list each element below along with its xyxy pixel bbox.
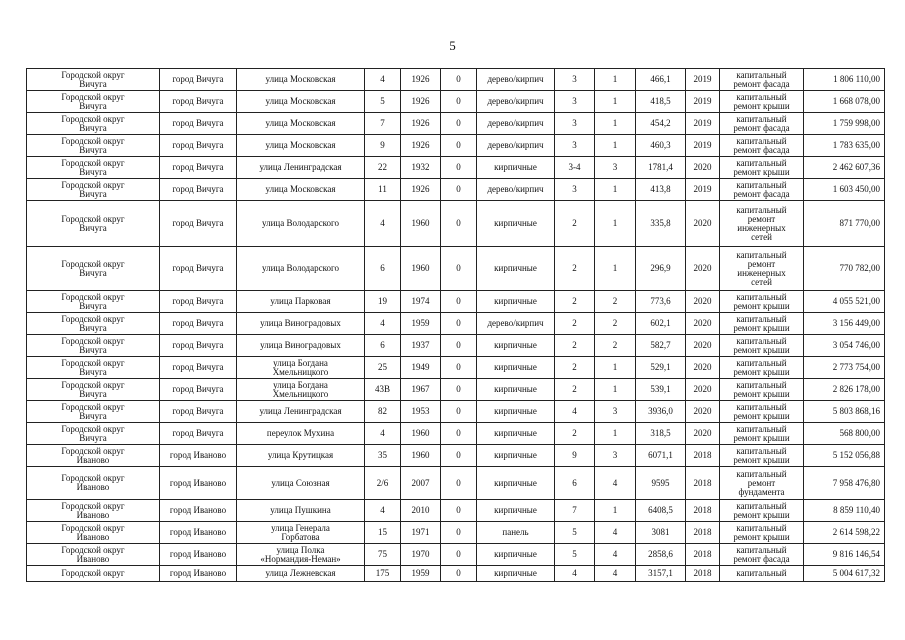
area-cell: 773,6 (636, 291, 686, 313)
plan-year-cell: 2020 (686, 401, 720, 423)
house-number-cell: 2/6 (365, 467, 401, 500)
municipality-cell: Городской округ Иваново (27, 500, 160, 522)
work-type-cell: капитальный ремонт инженерных сетей (720, 247, 804, 291)
municipality-cell: Городской округ Вичуга (27, 379, 160, 401)
zero-value-cell: 0 (441, 357, 477, 379)
work-type-cell: капитальный ремонт крыши (720, 357, 804, 379)
table-row (27, 522, 885, 544)
floors-cell: 5 (555, 544, 595, 566)
house-number-cell: 6 (365, 335, 401, 357)
plan-year-cell: 2020 (686, 313, 720, 335)
entrances-cell: 3 (595, 401, 636, 423)
settlement-cell: город Вичуга (160, 157, 237, 179)
settlement-cell: город Вичуга (160, 335, 237, 357)
floors-cell: 5 (555, 522, 595, 544)
floors-cell: 6 (555, 467, 595, 500)
settlement-cell: город Вичуга (160, 313, 237, 335)
build-year-cell: 1960 (401, 201, 441, 247)
build-year-cell: 1970 (401, 544, 441, 566)
table-row (27, 291, 885, 313)
street-cell: улица Ленинградская (237, 157, 365, 179)
entrances-cell: 1 (595, 500, 636, 522)
plan-year-cell: 2020 (686, 201, 720, 247)
table-row (27, 69, 885, 91)
settlement-cell: город Вичуга (160, 135, 237, 157)
table-row (27, 500, 885, 522)
wall-material-cell: кирпичные (477, 335, 555, 357)
entrances-cell: 1 (595, 423, 636, 445)
entrances-cell: 4 (595, 467, 636, 500)
floors-cell: 4 (555, 566, 595, 582)
table-row (27, 201, 885, 247)
street-cell: улица Союзная (237, 467, 365, 500)
cost-cell: 9 816 146,54 (804, 544, 885, 566)
build-year-cell: 1971 (401, 522, 441, 544)
area-cell: 335,8 (636, 201, 686, 247)
settlement-cell: город Вичуга (160, 69, 237, 91)
house-number-cell: 19 (365, 291, 401, 313)
work-type-cell: капитальный ремонт фасада (720, 135, 804, 157)
table-body (27, 69, 885, 582)
house-number-cell: 35 (365, 445, 401, 467)
zero-value-cell: 0 (441, 379, 477, 401)
wall-material-cell: кирпичные (477, 379, 555, 401)
work-type-cell: капитальный ремонт крыши (720, 313, 804, 335)
cost-cell: 7 958 476,80 (804, 467, 885, 500)
house-number-cell: 4 (365, 69, 401, 91)
settlement-cell: город Иваново (160, 566, 237, 582)
area-cell: 582,7 (636, 335, 686, 357)
build-year-cell: 1926 (401, 69, 441, 91)
table-row (27, 357, 885, 379)
house-number-cell: 11 (365, 179, 401, 201)
floors-cell: 3 (555, 113, 595, 135)
plan-year-cell: 2018 (686, 566, 720, 582)
street-cell: улица Московская (237, 69, 365, 91)
work-type-cell: капитальный ремонт крыши (720, 445, 804, 467)
settlement-cell: город Иваново (160, 544, 237, 566)
build-year-cell: 2007 (401, 467, 441, 500)
plan-year-cell: 2019 (686, 179, 720, 201)
municipality-cell: Городской округ Иваново (27, 522, 160, 544)
wall-material-cell: дерево/кирпич (477, 91, 555, 113)
floors-cell: 3 (555, 91, 595, 113)
municipality-cell: Городской округ Вичуга (27, 113, 160, 135)
street-cell: улица Лежневская (237, 566, 365, 582)
municipality-cell: Городской округ Иваново (27, 544, 160, 566)
floors-cell: 2 (555, 313, 595, 335)
municipality-cell: Городской округ Вичуга (27, 179, 160, 201)
plan-year-cell: 2020 (686, 157, 720, 179)
municipality-cell: Городской округ Иваново (27, 467, 160, 500)
entrances-cell: 2 (595, 313, 636, 335)
zero-value-cell: 0 (441, 113, 477, 135)
wall-material-cell: дерево/кирпич (477, 313, 555, 335)
build-year-cell: 2010 (401, 500, 441, 522)
entrances-cell: 2 (595, 335, 636, 357)
entrances-cell: 1 (595, 179, 636, 201)
work-type-cell: капитальный ремонт инженерных сетей (720, 201, 804, 247)
area-cell: 6408,5 (636, 500, 686, 522)
area-cell: 539,1 (636, 379, 686, 401)
entrances-cell: 1 (595, 135, 636, 157)
entrances-cell: 2 (595, 291, 636, 313)
build-year-cell: 1949 (401, 357, 441, 379)
wall-material-cell: кирпичные (477, 544, 555, 566)
wall-material-cell: кирпичные (477, 201, 555, 247)
street-cell: улица Ленинградская (237, 401, 365, 423)
build-year-cell: 1960 (401, 423, 441, 445)
table-row (27, 467, 885, 500)
municipality-cell: Городской округ Вичуга (27, 157, 160, 179)
zero-value-cell: 0 (441, 247, 477, 291)
cost-cell: 8 859 110,40 (804, 500, 885, 522)
cost-cell: 3 156 449,00 (804, 313, 885, 335)
settlement-cell: город Иваново (160, 522, 237, 544)
cost-cell: 568 800,00 (804, 423, 885, 445)
table-row (27, 247, 885, 291)
house-number-cell: 9 (365, 135, 401, 157)
build-year-cell: 1960 (401, 445, 441, 467)
table-row (27, 179, 885, 201)
build-year-cell: 1953 (401, 401, 441, 423)
zero-value-cell: 0 (441, 201, 477, 247)
cost-cell: 1 783 635,00 (804, 135, 885, 157)
floors-cell: 2 (555, 201, 595, 247)
work-type-cell: капитальный ремонт крыши (720, 91, 804, 113)
floors-cell: 2 (555, 357, 595, 379)
plan-year-cell: 2018 (686, 467, 720, 500)
zero-value-cell: 0 (441, 423, 477, 445)
settlement-cell: город Вичуга (160, 91, 237, 113)
housing-repair-table (26, 68, 885, 582)
floors-cell: 2 (555, 423, 595, 445)
settlement-cell: город Вичуга (160, 291, 237, 313)
work-type-cell: капитальный ремонт фасада (720, 113, 804, 135)
entrances-cell: 4 (595, 522, 636, 544)
street-cell: улица Московская (237, 135, 365, 157)
build-year-cell: 1926 (401, 135, 441, 157)
municipality-cell: Городской округ Вичуга (27, 423, 160, 445)
wall-material-cell: кирпичные (477, 247, 555, 291)
plan-year-cell: 2019 (686, 91, 720, 113)
settlement-cell: город Вичуга (160, 201, 237, 247)
cost-cell: 4 055 521,00 (804, 291, 885, 313)
zero-value-cell: 0 (441, 445, 477, 467)
house-number-cell: 175 (365, 566, 401, 582)
plan-year-cell: 2018 (686, 500, 720, 522)
municipality-cell: Городской округ Вичуга (27, 91, 160, 113)
plan-year-cell: 2018 (686, 544, 720, 566)
house-number-cell: 25 (365, 357, 401, 379)
settlement-cell: город Вичуга (160, 357, 237, 379)
cost-cell: 2 826 178,00 (804, 379, 885, 401)
floors-cell: 2 (555, 379, 595, 401)
floors-cell: 2 (555, 247, 595, 291)
area-cell: 296,9 (636, 247, 686, 291)
plan-year-cell: 2020 (686, 291, 720, 313)
page-number: 5 (449, 38, 456, 53)
cost-cell: 1 759 998,00 (804, 113, 885, 135)
area-cell: 6071,1 (636, 445, 686, 467)
settlement-cell: город Вичуга (160, 179, 237, 201)
house-number-cell: 43В (365, 379, 401, 401)
plan-year-cell: 2019 (686, 135, 720, 157)
floors-cell: 4 (555, 401, 595, 423)
cost-cell: 1 806 110,00 (804, 69, 885, 91)
house-number-cell: 82 (365, 401, 401, 423)
work-type-cell: капитальный ремонт фундамента (720, 467, 804, 500)
municipality-cell: Городской округ Вичуга (27, 135, 160, 157)
build-year-cell: 1926 (401, 91, 441, 113)
build-year-cell: 1926 (401, 113, 441, 135)
municipality-cell: Городской округ Иваново (27, 445, 160, 467)
municipality-cell: Городской округ Вичуга (27, 247, 160, 291)
zero-value-cell: 0 (441, 69, 477, 91)
work-type-cell: капитальный ремонт крыши (720, 401, 804, 423)
build-year-cell: 1959 (401, 566, 441, 582)
work-type-cell: капитальный ремонт крыши (720, 157, 804, 179)
table-row (27, 445, 885, 467)
area-cell: 460,3 (636, 135, 686, 157)
entrances-cell: 1 (595, 379, 636, 401)
entrances-cell: 1 (595, 247, 636, 291)
floors-cell: 3 (555, 69, 595, 91)
table-row (27, 113, 885, 135)
zero-value-cell: 0 (441, 522, 477, 544)
street-cell: улица Крутицкая (237, 445, 365, 467)
cost-cell: 2 773 754,00 (804, 357, 885, 379)
entrances-cell: 1 (595, 113, 636, 135)
plan-year-cell: 2020 (686, 379, 720, 401)
wall-material-cell: панель (477, 522, 555, 544)
plan-year-cell: 2018 (686, 445, 720, 467)
floors-cell: 2 (555, 335, 595, 357)
wall-material-cell: кирпичные (477, 566, 555, 582)
area-cell: 318,5 (636, 423, 686, 445)
street-cell: улица Московская (237, 113, 365, 135)
zero-value-cell: 0 (441, 401, 477, 423)
house-number-cell: 4 (365, 500, 401, 522)
wall-material-cell: дерево/кирпич (477, 135, 555, 157)
floors-cell: 3 (555, 179, 595, 201)
wall-material-cell: кирпичные (477, 445, 555, 467)
table-row (27, 91, 885, 113)
house-number-cell: 22 (365, 157, 401, 179)
entrances-cell: 1 (595, 201, 636, 247)
entrances-cell: 3 (595, 445, 636, 467)
municipality-cell: Городской округ Вичуга (27, 313, 160, 335)
zero-value-cell: 0 (441, 157, 477, 179)
municipality-cell: Городской округ Вичуга (27, 291, 160, 313)
house-number-cell: 6 (365, 247, 401, 291)
area-cell: 3157,1 (636, 566, 686, 582)
build-year-cell: 1926 (401, 179, 441, 201)
zero-value-cell: 0 (441, 566, 477, 582)
wall-material-cell: кирпичные (477, 401, 555, 423)
cost-cell: 871 770,00 (804, 201, 885, 247)
build-year-cell: 1959 (401, 313, 441, 335)
area-cell: 1781,4 (636, 157, 686, 179)
wall-material-cell: кирпичные (477, 157, 555, 179)
municipality-cell: Городской округ Вичуга (27, 201, 160, 247)
table-row (27, 544, 885, 566)
street-cell: улица Богдана Хмельницкого (237, 379, 365, 401)
table-row (27, 157, 885, 179)
table-row (27, 379, 885, 401)
zero-value-cell: 0 (441, 544, 477, 566)
table-row (27, 135, 885, 157)
settlement-cell: город Иваново (160, 500, 237, 522)
plan-year-cell: 2020 (686, 357, 720, 379)
settlement-cell: город Вичуга (160, 113, 237, 135)
zero-value-cell: 0 (441, 291, 477, 313)
municipality-cell: Городской округ Вичуга (27, 401, 160, 423)
cost-cell: 2 462 607,36 (804, 157, 885, 179)
house-number-cell: 4 (365, 423, 401, 445)
street-cell: улица Полка «Нормандия-Неман» (237, 544, 365, 566)
zero-value-cell: 0 (441, 135, 477, 157)
work-type-cell: капитальный ремонт фасада (720, 544, 804, 566)
build-year-cell: 1960 (401, 247, 441, 291)
area-cell: 454,2 (636, 113, 686, 135)
settlement-cell: город Вичуга (160, 423, 237, 445)
wall-material-cell: кирпичные (477, 500, 555, 522)
settlement-cell: город Иваново (160, 445, 237, 467)
zero-value-cell: 0 (441, 91, 477, 113)
wall-material-cell: кирпичные (477, 423, 555, 445)
wall-material-cell: кирпичные (477, 357, 555, 379)
build-year-cell: 1974 (401, 291, 441, 313)
street-cell: улица Володарского (237, 247, 365, 291)
plan-year-cell: 2019 (686, 69, 720, 91)
area-cell: 3081 (636, 522, 686, 544)
build-year-cell: 1967 (401, 379, 441, 401)
cost-cell: 1 603 450,00 (804, 179, 885, 201)
street-cell: улица Виноградовых (237, 313, 365, 335)
table-row (27, 335, 885, 357)
entrances-cell: 1 (595, 69, 636, 91)
wall-material-cell: дерево/кирпич (477, 69, 555, 91)
cost-cell: 5 803 868,16 (804, 401, 885, 423)
entrances-cell: 4 (595, 544, 636, 566)
cost-cell: 5 152 056,88 (804, 445, 885, 467)
cost-cell: 770 782,00 (804, 247, 885, 291)
floors-cell: 9 (555, 445, 595, 467)
area-cell: 2858,6 (636, 544, 686, 566)
street-cell: улица Богдана Хмельницкого (237, 357, 365, 379)
table-row (27, 423, 885, 445)
house-number-cell: 7 (365, 113, 401, 135)
entrances-cell: 1 (595, 91, 636, 113)
municipality-cell: Городской округ Вичуга (27, 69, 160, 91)
street-cell: улица Пушкина (237, 500, 365, 522)
plan-year-cell: 2020 (686, 335, 720, 357)
street-cell: улица Парковая (237, 291, 365, 313)
zero-value-cell: 0 (441, 500, 477, 522)
settlement-cell: город Вичуга (160, 401, 237, 423)
build-year-cell: 1932 (401, 157, 441, 179)
area-cell: 529,1 (636, 357, 686, 379)
cost-cell: 5 004 617,32 (804, 566, 885, 582)
street-cell: улица Виноградовых (237, 335, 365, 357)
floors-cell: 2 (555, 291, 595, 313)
table-row (27, 313, 885, 335)
street-cell: переулок Мухина (237, 423, 365, 445)
table-row (27, 566, 885, 582)
house-number-cell: 5 (365, 91, 401, 113)
work-type-cell: капитальный ремонт крыши (720, 291, 804, 313)
zero-value-cell: 0 (441, 335, 477, 357)
street-cell: улица Московская (237, 179, 365, 201)
area-cell: 3936,0 (636, 401, 686, 423)
plan-year-cell: 2020 (686, 423, 720, 445)
work-type-cell: капитальный ремонт фасада (720, 179, 804, 201)
floors-cell: 3 (555, 135, 595, 157)
floors-cell: 7 (555, 500, 595, 522)
cost-cell: 1 668 078,00 (804, 91, 885, 113)
build-year-cell: 1937 (401, 335, 441, 357)
area-cell: 418,5 (636, 91, 686, 113)
house-number-cell: 15 (365, 522, 401, 544)
street-cell: улица Володарского (237, 201, 365, 247)
street-cell: улица Московская (237, 91, 365, 113)
settlement-cell: город Вичуга (160, 247, 237, 291)
plan-year-cell: 2020 (686, 247, 720, 291)
house-number-cell: 4 (365, 313, 401, 335)
entrances-cell: 3 (595, 157, 636, 179)
zero-value-cell: 0 (441, 179, 477, 201)
municipality-cell: Городской округ Вичуга (27, 335, 160, 357)
work-type-cell: капитальный (720, 566, 804, 582)
plan-year-cell: 2018 (686, 522, 720, 544)
work-type-cell: капитальный ремонт крыши (720, 500, 804, 522)
plan-year-cell: 2019 (686, 113, 720, 135)
municipality-cell: Городской округ Вичуга (27, 357, 160, 379)
wall-material-cell: кирпичные (477, 467, 555, 500)
zero-value-cell: 0 (441, 313, 477, 335)
wall-material-cell: кирпичные (477, 291, 555, 313)
work-type-cell: капитальный ремонт крыши (720, 379, 804, 401)
settlement-cell: город Иваново (160, 467, 237, 500)
work-type-cell: капитальный ремонт крыши (720, 335, 804, 357)
cost-cell: 3 054 746,00 (804, 335, 885, 357)
work-type-cell: капитальный ремонт крыши (720, 522, 804, 544)
cost-cell: 2 614 598,22 (804, 522, 885, 544)
area-cell: 413,8 (636, 179, 686, 201)
area-cell: 602,1 (636, 313, 686, 335)
floors-cell: 3-4 (555, 157, 595, 179)
house-number-cell: 4 (365, 201, 401, 247)
settlement-cell: город Вичуга (160, 379, 237, 401)
house-number-cell: 75 (365, 544, 401, 566)
street-cell: улица Генерала Горбатова (237, 522, 365, 544)
area-cell: 466,1 (636, 69, 686, 91)
wall-material-cell: дерево/кирпич (477, 179, 555, 201)
area-cell: 9595 (636, 467, 686, 500)
entrances-cell: 1 (595, 357, 636, 379)
municipality-cell: Городской округ (27, 566, 160, 582)
wall-material-cell: дерево/кирпич (477, 113, 555, 135)
table-row (27, 401, 885, 423)
work-type-cell: капитальный ремонт крыши (720, 423, 804, 445)
zero-value-cell: 0 (441, 467, 477, 500)
work-type-cell: капитальный ремонт фасада (720, 69, 804, 91)
entrances-cell: 4 (595, 566, 636, 582)
